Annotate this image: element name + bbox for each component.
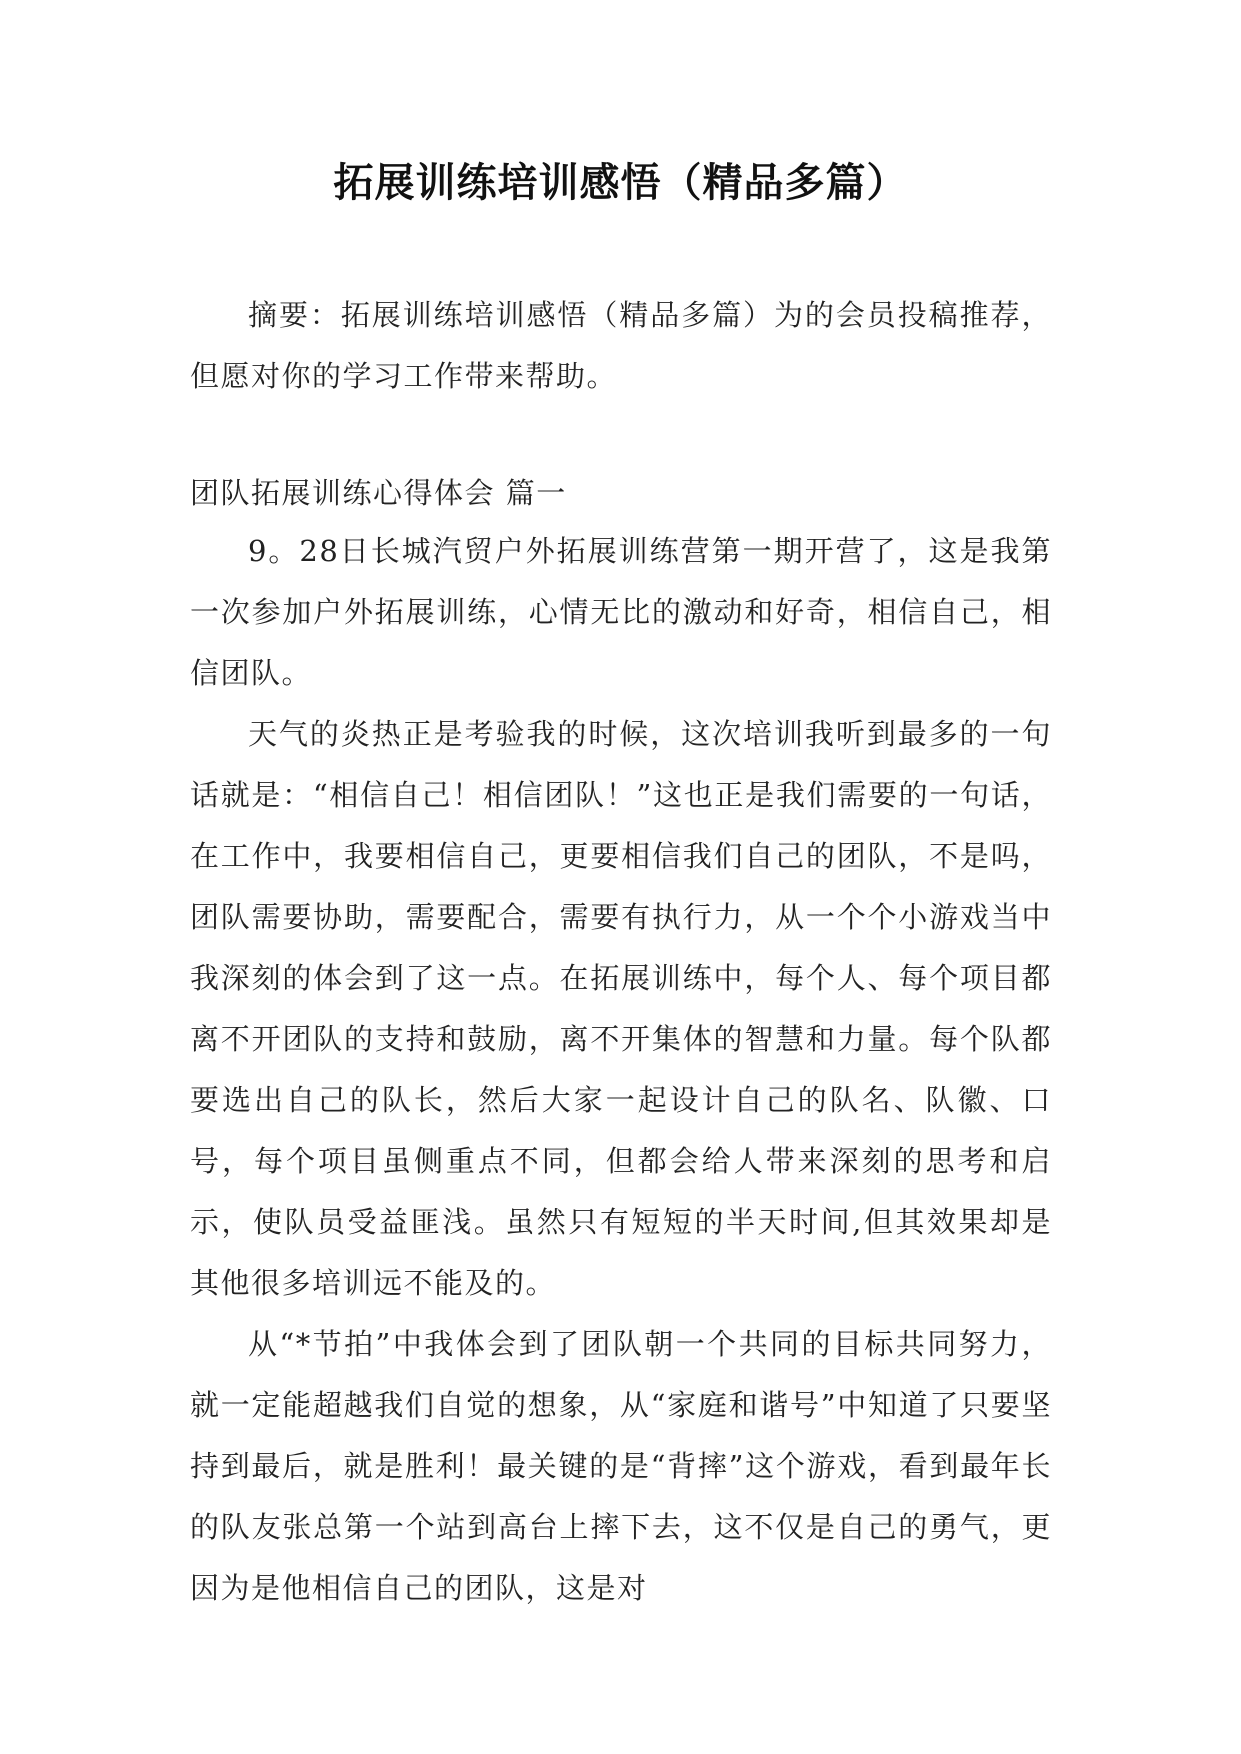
body-paragraph: 9。28日长城汽贸户外拓展训练营第一期开营了，这是我第一次参加户外拓展训练，心情无比的激动和好奇，相信自己，相信团队。 [190,534,1052,690]
body-paragraph: 从“*节拍”中我体会到了团队朝一个共同的目标共同努力，就一定能超越我们自觉的想象，从“家庭和谐号”中知道了只要坚持到最后，就是胜利！最关键的是“背摔”这个游戏，看到最年长的队友张总第一个站到高台上摔下去，这不仅是自己的勇气，更因为是他相信自己的团队，这是对 [190,1327,1052,1605]
body-paragraph: 天气的炎热正是考验我的时候，这次培训我听到最多的一句话就是：“相信自己！相信团队！”这也正是我们需要的一句话，在工作中，我要相信自己，更要相信我们自己的团队，不是吗，团队需要协助，需要配合，需要有执行力，从一个个小游戏当中我深刻的体会到了这一点。在拓展训练中，每个人、每个项目都离不开团队的支持和鼓励，离不开集体的智慧和力量。每个队都要选出自己的队长，然后大家一起设计自己的队名、队徽、口号，每个项目虽侧重点不同，但都会给人带来深刻的思考和启示，使队员受益匪浅。虽然只有短短的半天时间,但其效果却是其他很多培训远不能及的。 [190,717,1052,1300]
section-heading: 团队拓展训练心得体会 篇一 [190,476,567,510]
document-title: 拓展训练培训感悟（精品多篇） [333,160,908,206]
abstract-paragraph: 摘要：拓展训练培训感悟（精品多篇）为的会员投稿推荐，但愿对你的学习工作带来帮助。 [190,298,1052,393]
article-body [190,521,1052,1619]
abstract-block [190,285,1052,407]
